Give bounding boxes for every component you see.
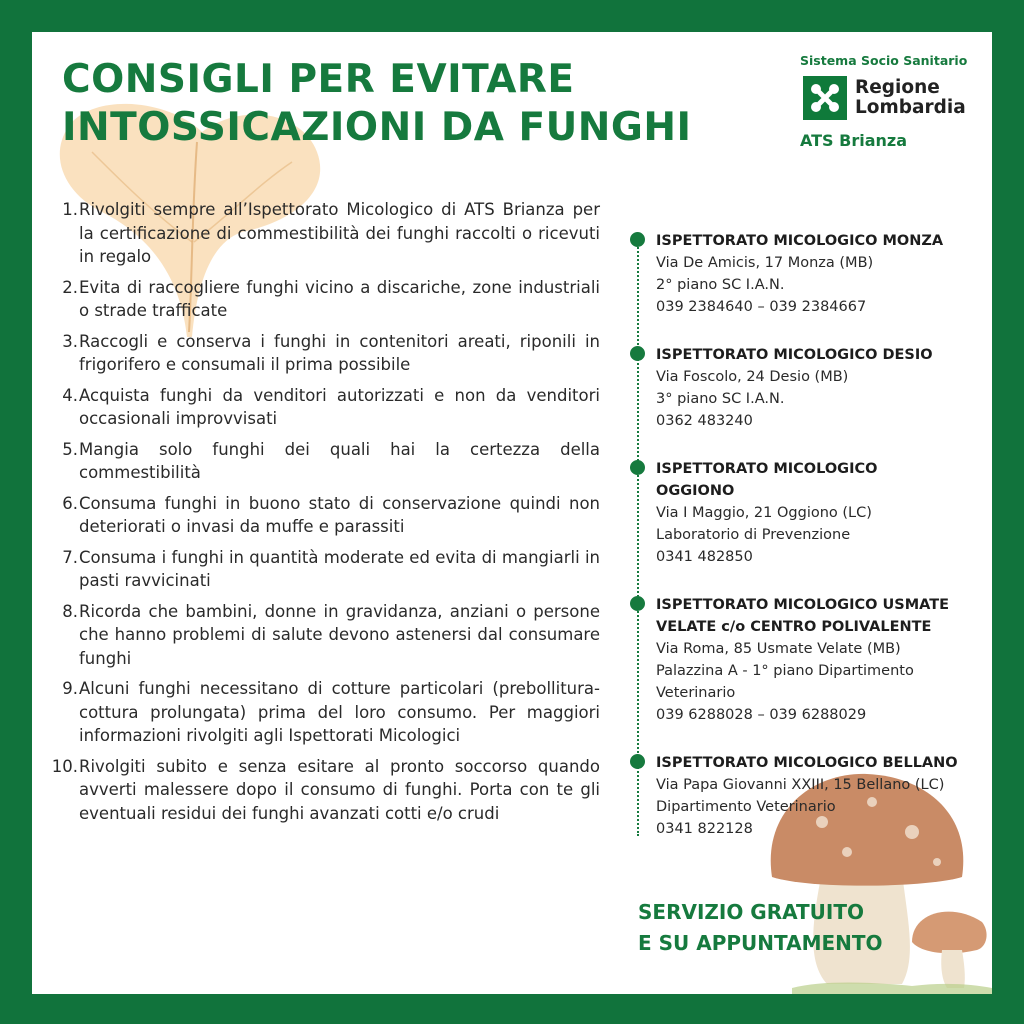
page-title <box>62 56 692 152</box>
service-line-2: E SU APPUNTAMENTO <box>638 931 883 955</box>
tip-item <box>50 600 600 671</box>
tip-number: 3. <box>62 331 78 351</box>
offices-timeline <box>630 230 970 840</box>
office-floor: 2° piano SC I.A.N. <box>656 277 785 293</box>
tip-item <box>50 546 600 593</box>
tip-item <box>50 492 600 539</box>
office-name: ISPETTORATO MICOLOGICO MONZA <box>656 233 944 249</box>
logo-system-text: Sistema Socio Sanitario <box>800 53 968 68</box>
office-department: Palazzina A - 1° piano Dipartimento Veterinario <box>656 663 914 701</box>
tip-number: 2. <box>62 277 78 297</box>
office-address: Via Foscolo, 24 Desio (MB) <box>656 369 849 385</box>
office-oggiono <box>630 458 970 568</box>
logo-region-name <box>855 78 966 118</box>
tip-text: Consuma funghi in buono stato di conservazione quindi non deteriorati o invasi da muffe e parassiti <box>79 493 600 536</box>
tip-item <box>50 438 600 485</box>
office-phone: 039 2384640 – 039 2384667 <box>656 299 867 315</box>
tips-list <box>50 198 600 832</box>
office-phone: 039 6288028 – 039 6288029 <box>656 707 867 723</box>
tip-number: 8. <box>62 601 78 621</box>
tip-number: 9. <box>62 679 78 698</box>
tip-text: Ricorda che bambini, donne in gravidanza, anziani o persone che hanno problemi di salute devono astenersi dal consumare funghi <box>79 601 600 668</box>
office-address: Via Roma, 85 Usmate Velate (MB) <box>656 641 901 657</box>
timeline-dot-icon <box>630 346 645 361</box>
logo-region-line-2: Lombardia <box>855 97 966 118</box>
office-name: ISPETTORATO MICOLOGICO OGGIONO <box>656 461 878 499</box>
tip-text: Rivolgiti sempre all’Ispettorato Micologico di ATS Brianza per la certificazione di commestibilità dei funghi raccolti o ricevuti in regalo <box>79 200 600 266</box>
tip-number: 7. <box>62 547 78 567</box>
office-address: Via I Maggio, 21 Oggiono (LC) <box>656 505 872 521</box>
timeline-dot-icon <box>630 232 645 247</box>
office-department: Laboratorio di Prevenzione <box>656 527 851 543</box>
tip-text: Consuma i funghi in quantità moderate ed evita di mangiarli in pasti ravvicinati <box>79 547 600 590</box>
title-line-1: CONSIGLI PER EVITARE <box>62 57 575 102</box>
tip-text: Rivolgiti subito e senza esitare al pronto soccorso quando avverti malessere dopo il consumo di funghi. Porta con te gli eventuali residui dei funghi avanzati cotti e/o crudi <box>79 756 600 823</box>
tip-text: Acquista funghi da venditori autorizzati e non da venditori occasionali improvvisati <box>79 385 600 428</box>
office-name: ISPETTORATO MICOLOGICO BELLANO <box>656 755 958 771</box>
office-monza <box>630 230 970 318</box>
tip-number: 10. <box>51 756 78 776</box>
tip-item <box>50 330 600 377</box>
timeline-dot-icon <box>630 460 645 475</box>
office-name: ISPETTORATO MICOLOGICO USMATE VELATE c/o CENTRO POLIVALENTE <box>656 597 950 635</box>
office-phone: 0341 482850 <box>656 549 753 565</box>
tip-item <box>50 755 600 826</box>
office-phone: 0362 483240 <box>656 413 753 429</box>
tip-number: 6. <box>62 493 78 513</box>
office-department: Dipartimento Veterinario <box>656 799 836 815</box>
logo-region-line-1: Regione <box>855 77 940 98</box>
tip-item <box>50 198 600 269</box>
office-bellano <box>630 752 970 840</box>
tip-item <box>50 276 600 323</box>
logo-ats-name: ATS Brianza <box>800 131 908 150</box>
tip-number: 1. <box>62 200 78 219</box>
office-usmate-velate <box>630 594 970 726</box>
free-service-note <box>638 897 883 959</box>
poster-card <box>32 32 992 994</box>
office-desio <box>630 344 970 432</box>
tip-text: Evita di raccogliere funghi vicino a discariche, zone industriali o strade trafficate <box>79 277 600 320</box>
office-floor: 3° piano SC I.A.N. <box>656 391 785 407</box>
title-line-2: INTOSSICAZIONI DA FUNGHI <box>62 105 692 150</box>
service-line-1: SERVIZIO GRATUITO <box>638 900 865 924</box>
office-address: Via Papa Giovanni XXIII, 15 Bellano (LC) <box>656 777 945 793</box>
regione-lombardia-logo <box>797 50 987 160</box>
office-address: Via De Amicis, 17 Monza (MB) <box>656 255 874 271</box>
tip-text: Alcuni funghi necessitano di cotture particolari (prebollitura-cottura prolungata) prima del loro consumo. Per maggiori informazioni rivolgiti agli Ispettorati Micologici <box>79 679 600 745</box>
tip-text: Raccogli e conserva i funghi in contenitori areati, riponili in frigorifero e consumali il prima possibile <box>79 331 600 374</box>
office-name: ISPETTORATO MICOLOGICO DESIO <box>656 347 933 363</box>
tip-text: Mangia solo funghi dei quali hai la certezza della commestibilità <box>79 439 600 482</box>
tip-item <box>50 384 600 431</box>
timeline-dot-icon <box>630 596 645 611</box>
timeline-dot-icon <box>630 754 645 769</box>
office-phone: 0341 822128 <box>656 821 753 837</box>
tip-number: 4. <box>62 385 78 405</box>
tip-item <box>50 677 600 748</box>
regione-lombardia-mark-icon <box>803 76 847 120</box>
tip-number: 5. <box>62 439 78 459</box>
